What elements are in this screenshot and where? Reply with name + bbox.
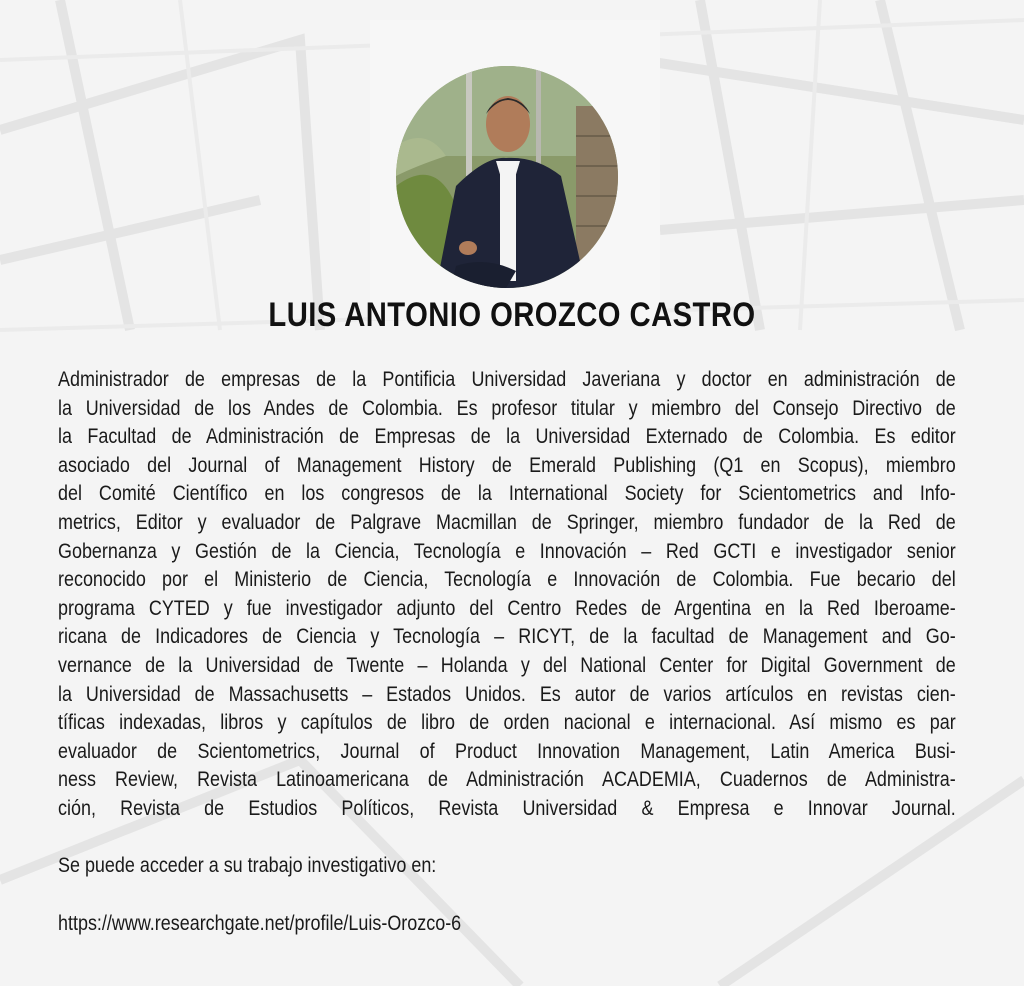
biography-paragraph (58, 366, 956, 824)
bio-line: Administrador de empresas de la Pontificia Universidad Javeriana y doctor en administración de (58, 368, 956, 391)
bio-line: ricana de Indicadores de Ciencia y Tecnología – RICYT, de la facultad de Management and Go- (58, 625, 956, 649)
person-name: LUIS ANTONIO OROZCO CASTRO (268, 296, 756, 334)
access-label: Se puede acceder a su trabajo investigativo en: (58, 854, 437, 877)
bio-line: evaluador de Scientometrics, Journal of Product Innovation Management, Latin America Busi- (58, 739, 956, 763)
bio-line: reconocido por el Ministerio de Ciencia, Tecnología e Innovación de Colombia. Fue becario del (58, 568, 956, 592)
person-photo-icon (396, 66, 618, 288)
bio-line: ness Review, Revista Latinoamericana de Administración ACADEMIA, Cuadernos de Administra- (58, 768, 956, 792)
bio-line: ción, Revista de Estudios Políticos, Revista Universidad & Empresa e Innovar Journal. (58, 796, 956, 820)
bio-line: la Facultad de Administración de Empresas de la Universidad Externado de Colombia. Es editor (58, 425, 956, 449)
bio-line: metrics, Editor y evaluador de Palgrave Macmillan de Springer, miembro fundador de la Red de (58, 510, 956, 534)
bio-line: vernance de la Universidad de Twente – Holanda y del National Center for Digital Government de (58, 653, 956, 677)
bio-line: tíficas indexadas, libros y capítulos de libro de orden nacional e internacional. Así mismo es par (58, 711, 956, 735)
bio-line: la Universidad de Massachusetts – Estados Unidos. Es autor de varios artículos en revistas cien- (58, 682, 956, 706)
bio-line: la Universidad de los Andes de Colombia. Es profesor titular y miembro del Consejo Directivo de (58, 396, 956, 420)
researchgate-link[interactable]: https://www.researchgate.net/profile/Luis-Orozco-6 (58, 912, 462, 935)
bio-line: asociado del Journal of Management History de Emerald Publishing (Q1 en Scopus), miembro (58, 453, 956, 477)
bio-line: del Comité Científico en los congresos de la International Society for Scientometrics and Info- (58, 482, 956, 506)
bio-line: Gobernanza y Gestión de la Ciencia, Tecnología e Innovación – Red GCTI e investigador senior (58, 539, 956, 563)
bio-line: programa CYTED y fue investigador adjunto del Centro Redes de Argentina en la Red Iberoame- (58, 596, 956, 620)
profile-photo (396, 66, 618, 288)
biography-text (58, 366, 956, 824)
